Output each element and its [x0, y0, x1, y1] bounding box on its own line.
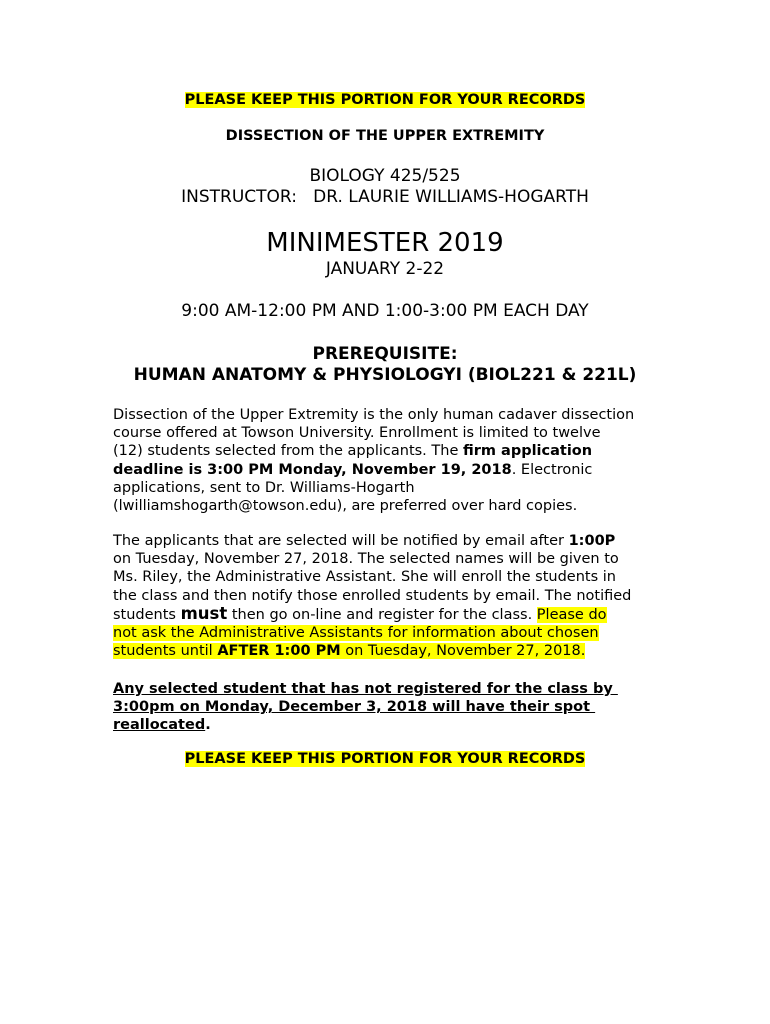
p2-line5-text: students [113, 606, 181, 623]
p3-period: . [205, 717, 211, 734]
p1-line3 [113, 442, 673, 460]
p3-line2: 3:00pm on Monday, December 3, 2018 will have their spot [113, 699, 596, 716]
p2-line7-highlight [113, 643, 585, 659]
prerequisite-label: PREREQUISITE: [312, 344, 458, 364]
p2-line4: the class and then notify those enrolled students by email. The notified [113, 587, 632, 604]
p2-line5-text-b: then go on-line and register for the class. [227, 606, 537, 623]
course-dates: JANUARY 2-22 [325, 259, 445, 279]
enrollment-paragraph [113, 406, 673, 515]
p1-line4 [113, 461, 673, 479]
p2-line5-highlight: Please do [536, 606, 607, 623]
p1-line1: Dissection of the Upper Extremity is the only human cadaver dissection [113, 407, 635, 423]
reallocation-warning [113, 680, 673, 735]
p2-line2: on Tuesday, November 27, 2018. The selected names will be given to [113, 551, 619, 568]
p3-line3 [113, 716, 673, 734]
prerequisite-course: HUMAN ANATOMY & PHYSIOLOGYI (BIOL221 & 221L) [133, 365, 637, 385]
course-number: BIOLOGY 425/525 [309, 166, 461, 186]
p2-line7 [113, 642, 673, 660]
p2-line6-highlight: not ask the Administrative Assistants for information about chosen [113, 625, 599, 642]
reallocated-word: reallocated [113, 717, 206, 734]
notify-time: 1:00P [568, 533, 616, 549]
p2-line1-text: The applicants that are selected will be notified by email after [113, 533, 569, 549]
p2-line5 [113, 605, 673, 624]
p2-line1 [113, 532, 673, 550]
p1-line3-text: (12) students selected from the applicants. The [113, 443, 463, 460]
records-notice-bottom [0, 751, 770, 767]
p1-line6: (lwilliamshogarth@towson.edu), are preferred over hard copies. [113, 498, 578, 515]
notification-paragraph [113, 532, 673, 660]
course-times: 9:00 AM-12:00 PM AND 1:00-3:00 PM EACH DAY [181, 301, 589, 321]
instructor-text: INSTRUCTOR: DR. LAURIE WILLIAMS-HOGARTH [181, 187, 589, 207]
p2-line7-text-c: on Tuesday, November 27, 2018. [340, 643, 586, 660]
p2-line7-text-a: students until [113, 643, 218, 660]
records-notice-top [0, 92, 770, 108]
records-notice-bottom-text: PLEASE KEEP THIS PORTION FOR YOUR RECORDS [184, 751, 586, 767]
after-time: AFTER 1:00 PM [217, 643, 341, 660]
must-emphasis: must [180, 603, 228, 623]
term-title: MINIMESTER 2019 [266, 228, 504, 258]
instructor-line [0, 187, 770, 207]
records-notice-top-text: PLEASE KEEP THIS PORTION FOR YOUR RECORDS [184, 92, 586, 108]
p2-line6 [113, 624, 673, 642]
p2-line3: Ms. Riley, the Administrative Assistant. She will enroll the students in [113, 569, 616, 586]
p1-line4-text: . Electronic [511, 461, 593, 478]
course-title: DISSECTION OF THE UPPER EXTREMITY [225, 128, 545, 144]
firm-deadline-label: firm application [462, 443, 593, 460]
deadline-date: deadline is 3:00 PM Monday, November 19, 2018 [113, 461, 512, 478]
p1-line5: applications, sent to Dr. Williams-Hogarth [113, 479, 415, 496]
p1-line2: course offered at Towson University. Enrollment is limited to twelve [113, 425, 601, 442]
p3-line1: Any selected student that has not registered for the class by [113, 681, 618, 697]
